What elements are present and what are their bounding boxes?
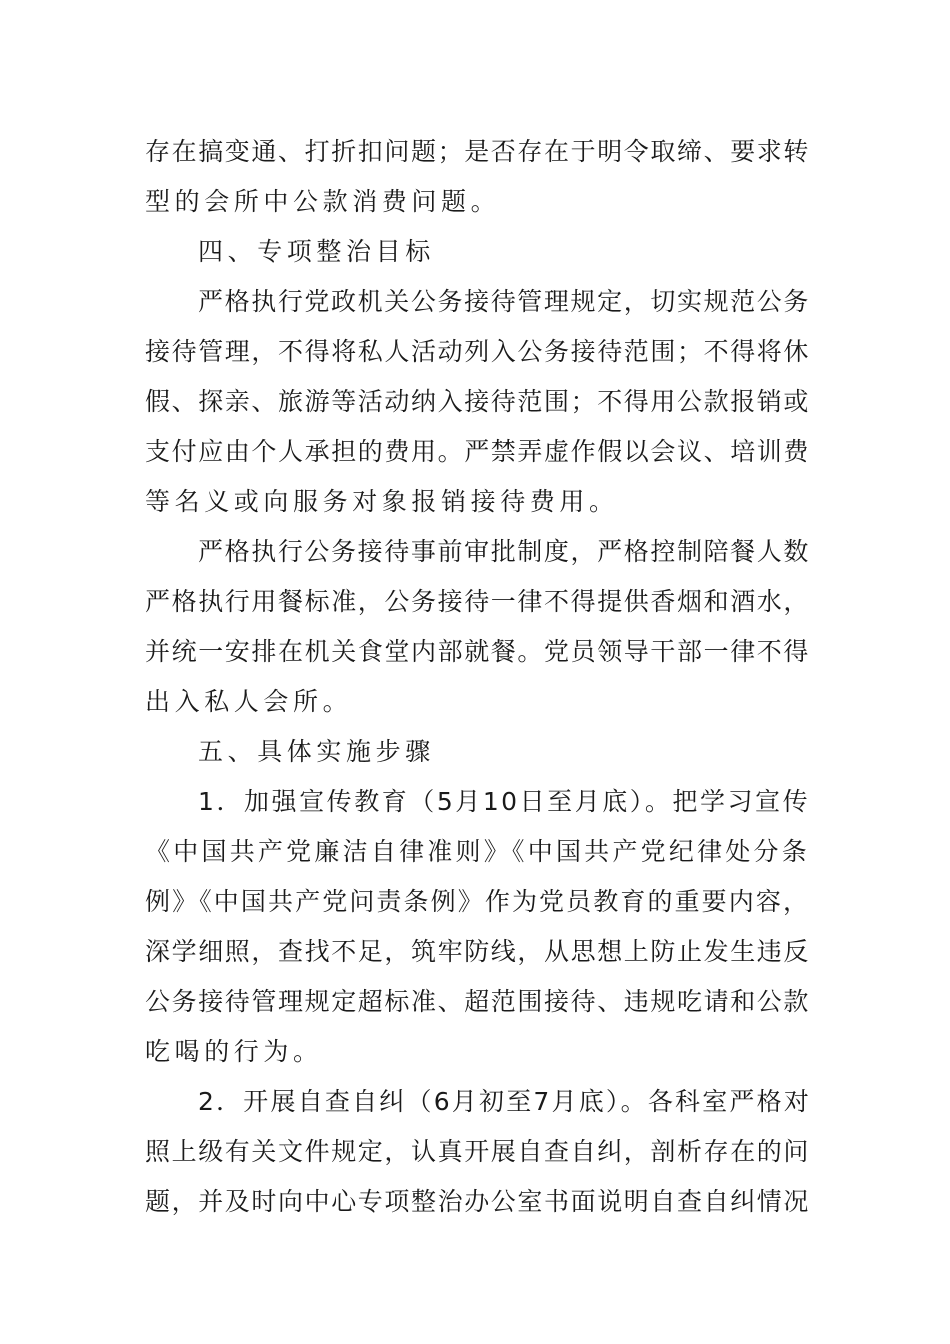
text-line: 公务接待管理规定超标准、超范围接待、违规吃请和公款 <box>145 987 811 1016</box>
text-line: 严格执行党政机关公务接待管理规定，切实规范公务 <box>198 287 810 316</box>
text-line: 假、探亲、旅游等活动纳入接待范围；不得用公款报销或 <box>145 387 811 416</box>
text-line: 照上级有关文件规定，认真开展自查自纠，剖析存在的问 <box>145 1137 811 1166</box>
text-line: 等名义或向服务对象报销接待费用。 <box>145 487 619 516</box>
text-line: 严格执行公务接待事前审批制度，严格控制陪餐人数 <box>198 537 810 566</box>
text-line: 题，并及时向中心专项整治办公室书面说明自查自纠情况 <box>145 1187 811 1216</box>
text-line: 《中国共产党廉洁自律准则》《中国共产党纪律处分条 <box>145 837 810 866</box>
section-heading: 五、具体实施步骤 <box>198 737 435 766</box>
text-line: 2．开展自查自纠（6月初至7月底）。各科室严格对 <box>198 1087 812 1116</box>
text-line: 存在搞变通、打折扣问题；是否存在于明令取缔、要求转 <box>145 137 811 166</box>
text-line: 型的会所中公款消费问题。 <box>145 187 501 216</box>
text-line: 出入私人会所。 <box>145 687 353 716</box>
text-line: 并统一安排在机关食堂内部就餐。党员领导干部一律不得 <box>145 637 811 666</box>
text-line: 严格执行用餐标准，公务接待一律不得提供香烟和酒水， <box>145 587 811 616</box>
section-heading: 四、专项整治目标 <box>198 237 435 266</box>
text-line: 吃喝的行为。 <box>145 1037 323 1066</box>
text-line: 深学细照，查找不足，筑牢防线，从思想上防止发生违反 <box>145 937 811 966</box>
text-line: 支付应由个人承担的费用。严禁弄虚作假以会议、培训费 <box>145 437 811 466</box>
text-line: 接待管理，不得将私人活动列入公务接待范围；不得将休 <box>145 337 811 366</box>
text-line: 例》《中国共产党问责条例》作为党员教育的重要内容， <box>145 887 810 916</box>
text-line: 1．加强宣传教育（5月10日至月底）。把学习宣传 <box>198 787 810 816</box>
